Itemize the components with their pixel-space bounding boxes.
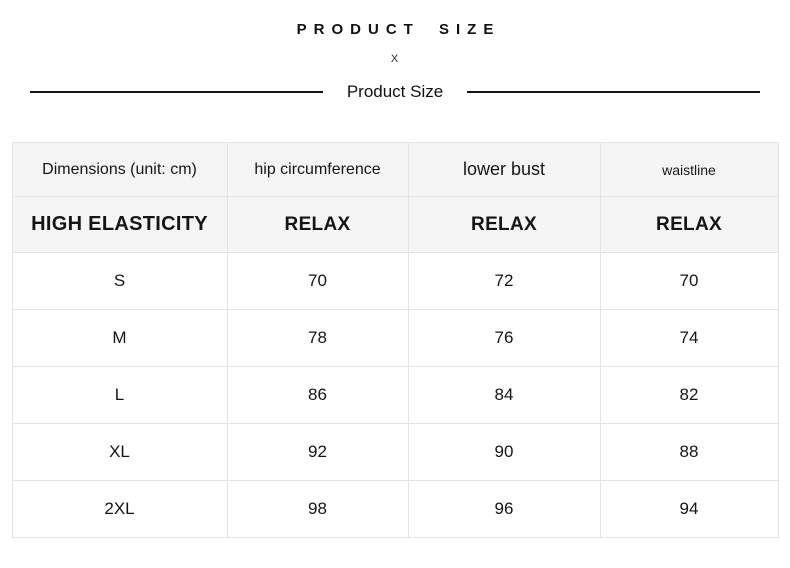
size-label: S [12, 253, 227, 310]
bust-value: 76 [408, 310, 600, 367]
table-row-l [12, 367, 778, 424]
size-label: L [12, 367, 227, 424]
hip-value: 78 [227, 310, 408, 367]
elasticity-relax-waist: RELAX [600, 197, 778, 253]
hip-value: 92 [227, 424, 408, 481]
elasticity-relax-bust: RELAX [408, 197, 600, 253]
waist-value: 74 [600, 310, 778, 367]
hip-value: 70 [227, 253, 408, 310]
size-label: 2XL [12, 481, 227, 538]
subtitle: Product Size [346, 82, 444, 101]
table-row-2xl [12, 481, 778, 538]
column-header-dimensions: Dimensions (unit: cm) [12, 143, 227, 197]
right-divider-line [467, 91, 760, 93]
elasticity-row [12, 197, 778, 253]
waist-value: 70 [600, 253, 778, 310]
size-label: M [12, 310, 227, 367]
table-header-row [12, 143, 778, 197]
title-block [0, 0, 790, 102]
table-row-m [12, 310, 778, 367]
subtitle-row [30, 82, 760, 102]
bust-value: 72 [408, 253, 600, 310]
size-label: XL [12, 424, 227, 481]
waist-value: 94 [600, 481, 778, 538]
table-row-s [12, 253, 778, 310]
column-header-lower-bust: lower bust [408, 143, 600, 197]
size-table [12, 142, 779, 538]
column-header-waistline: waistline [600, 143, 778, 197]
page-title: PRODUCT SIZE [296, 21, 501, 38]
hip-value: 98 [227, 481, 408, 538]
elasticity-label: HIGH ELASTICITY [12, 197, 227, 253]
left-divider-line [30, 91, 323, 93]
bust-value: 90 [408, 424, 600, 481]
bust-value: 84 [408, 367, 600, 424]
elasticity-relax-hip: RELAX [227, 197, 408, 253]
waist-value: 88 [600, 424, 778, 481]
waist-value: 82 [600, 367, 778, 424]
title-x-separator: X [390, 53, 400, 65]
hip-value: 86 [227, 367, 408, 424]
bust-value: 96 [408, 481, 600, 538]
table-row-xl [12, 424, 778, 481]
column-header-hip-circumference: hip circumference [227, 143, 408, 197]
